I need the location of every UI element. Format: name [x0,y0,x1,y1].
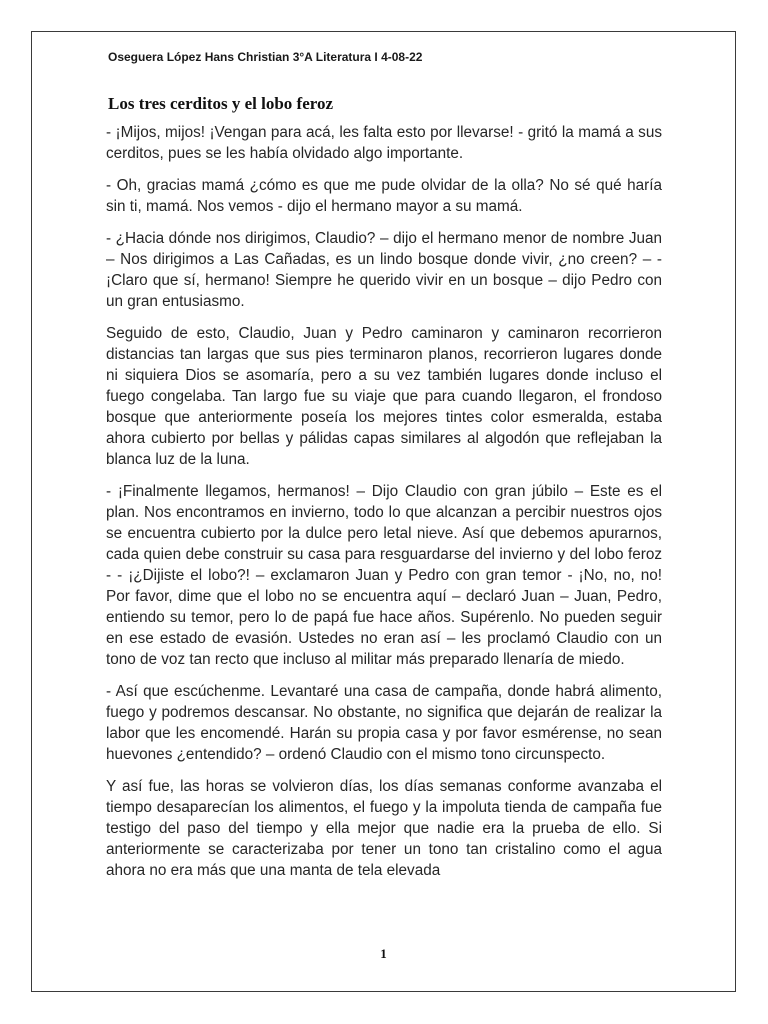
document-body [106,122,662,892]
document-page [31,31,736,992]
paragraph: - Así que escúchenme. Levantaré una casa de campaña, donde habrá alimento, fuego y podremos descansar. No obstante, no significa que dejarán de realizar la labor que les encomendé. Harán su propia casa y por favor esmérense, no sean huevones ¿entendido? – ordenó Claudio con el mismo tono circunspecto. [106,683,662,763]
author-byline: Oseguera López Hans Christian 3°A Literatura I 4-08-22 [108,50,423,64]
document-title: Los tres cerditos y el lobo feroz [108,94,334,113]
paragraph: Y así fue, las horas se volvieron días, los días semanas conforme avanzaba el tiempo desaparecían los alimentos, el fuego y la impoluta tienda de campaña fue testigo del paso del tiempo y ella mejor que nadie era la prueba de ello. Si anteriormente se caracterizaba por tener un tono tan cristalino como el agua ahora no era más que una manta de tela elevada [106,778,662,879]
paragraph: - Oh, gracias mamá ¿cómo es que me pude olvidar de la olla? No sé qué haría sin ti, mamá. Nos vemos - dijo el hermano mayor a su mamá. [106,177,662,215]
paragraph: Seguido de esto, Claudio, Juan y Pedro caminaron y caminaron recorrieron distancias tan largas que sus pies terminaron planos, recorrieron lugares donde ni siquiera Dios se asomaría, pero a su vez también lugares donde incluso el fuego congelaba. Tan largo fue su viaje que para cuando llegaron, el frondoso bosque que anteriormente poseía los mejores tintes color esmeralda, estaba ahora cubierto por bellas y pálidas capas similares al algodón que reflejaban la blanca luz de la luna. [106,325,662,468]
page-number: 1 [380,946,387,961]
paragraph: - ¡Finalmente llegamos, hermanos! – Dijo Claudio con gran júbilo – Este es el plan. Nos encontramos en invierno, todo lo que alcanzan a percibir nuestros ojos se encuentra cubierto por la dulce pero letal nieve. Así que debemos apurarnos, cada quien debe construir su casa para resguardarse del invierno y del lobo feroz - - ¡¿Dijiste el lobo?! – exclamaron Juan y Pedro con gran temor - ¡No, no, no! Por favor, dime que el lobo no se encuentra aquí – declaró Juan – Juan, Pedro, entiendo su temor, pero lo de papá fue hace años. Supérenlo. No pueden seguir en ese estado de evasión. Ustedes no eran así – les proclamó Claudio con un tono de voz tan recto que incluso al militar más preparado llenaría de miedo. [106,483,662,668]
paragraph: - ¡Mijos, mijos! ¡Vengan para acá, les falta esto por llevarse! - gritó la mamá a sus cerditos, pues se les había olvidado algo importante. [106,124,662,162]
paragraph: - ¿Hacia dónde nos dirigimos, Claudio? – dijo el hermano menor de nombre Juan – Nos dirigimos a Las Cañadas, es un lindo bosque donde vivir, ¿no creen? – - ¡Claro que sí, hermano! Siempre he querido vivir en un bosque – dijo Pedro con un gran entusiasmo. [106,230,662,310]
